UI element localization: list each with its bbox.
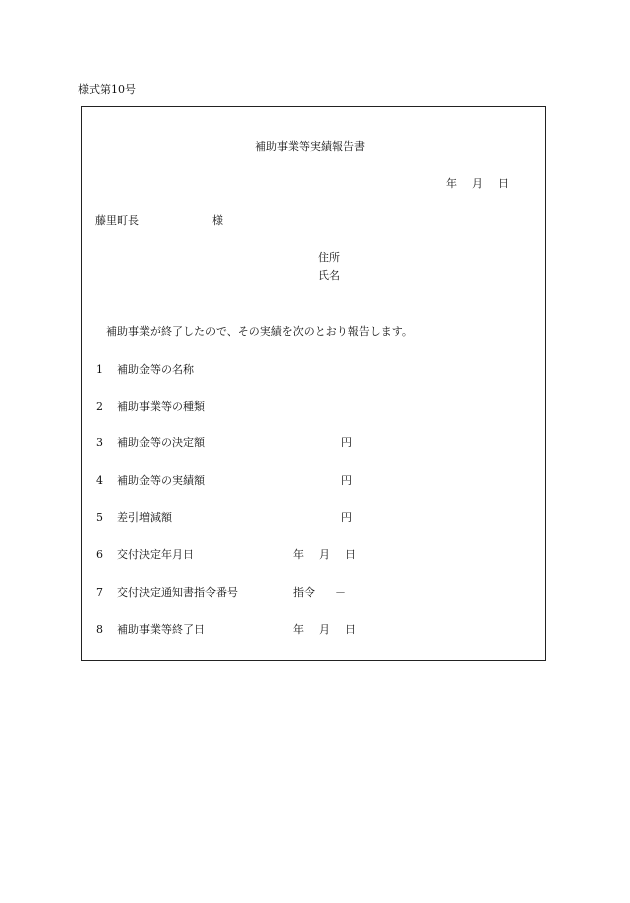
item-number: 4: [96, 474, 103, 487]
address-label: 住所: [318, 251, 340, 264]
addressee-name: 藤里町長: [95, 214, 139, 227]
item-label: 交付決定通知書指令番号: [117, 586, 238, 599]
directive-number: [293, 587, 346, 598]
form-number: 様式第10号: [78, 83, 136, 96]
item-number: 5: [96, 511, 103, 524]
month-label: 月: [319, 623, 330, 636]
addressee-honorific: 様: [212, 214, 223, 227]
name-label: 氏名: [318, 269, 340, 282]
item-label: 交付決定年月日: [117, 548, 194, 561]
report-date: [446, 178, 509, 189]
yen-unit: 円: [341, 436, 352, 449]
date-year-label: 年: [446, 177, 457, 190]
item-label: 補助事業等の種類: [117, 400, 205, 413]
year-label: 年: [293, 548, 304, 561]
directive-dash: －: [335, 586, 346, 599]
day-label: 日: [345, 548, 356, 561]
item-label: 補助金等の実績額: [117, 474, 205, 487]
item-number: 2: [96, 400, 103, 413]
item-label: 補助金等の決定額: [117, 436, 205, 449]
yen-unit: 円: [341, 474, 352, 487]
date-month-label: 月: [472, 177, 483, 190]
yen-unit: 円: [341, 511, 352, 524]
item-label: 補助金等の名称: [117, 363, 194, 376]
day-label: 日: [345, 623, 356, 636]
item-number: 7: [96, 586, 103, 599]
item-label: 差引増減額: [117, 511, 172, 524]
year-label: 年: [293, 623, 304, 636]
item-number: 1: [96, 363, 103, 376]
month-label: 月: [319, 548, 330, 561]
item-number: 3: [96, 436, 103, 449]
item-number: 8: [96, 623, 103, 636]
grant-decision-date: [293, 549, 356, 560]
date-day-label: 日: [498, 177, 509, 190]
report-statement: 補助事業が終了したので、その実績を次のとおり報告します。: [106, 325, 413, 338]
item-number: 6: [96, 548, 103, 561]
item-label: 補助事業等終了日: [117, 623, 205, 636]
directive-prefix: 指令: [293, 586, 315, 599]
document-title: 補助事業等実績報告書: [255, 140, 365, 153]
project-end-date: [293, 624, 356, 635]
